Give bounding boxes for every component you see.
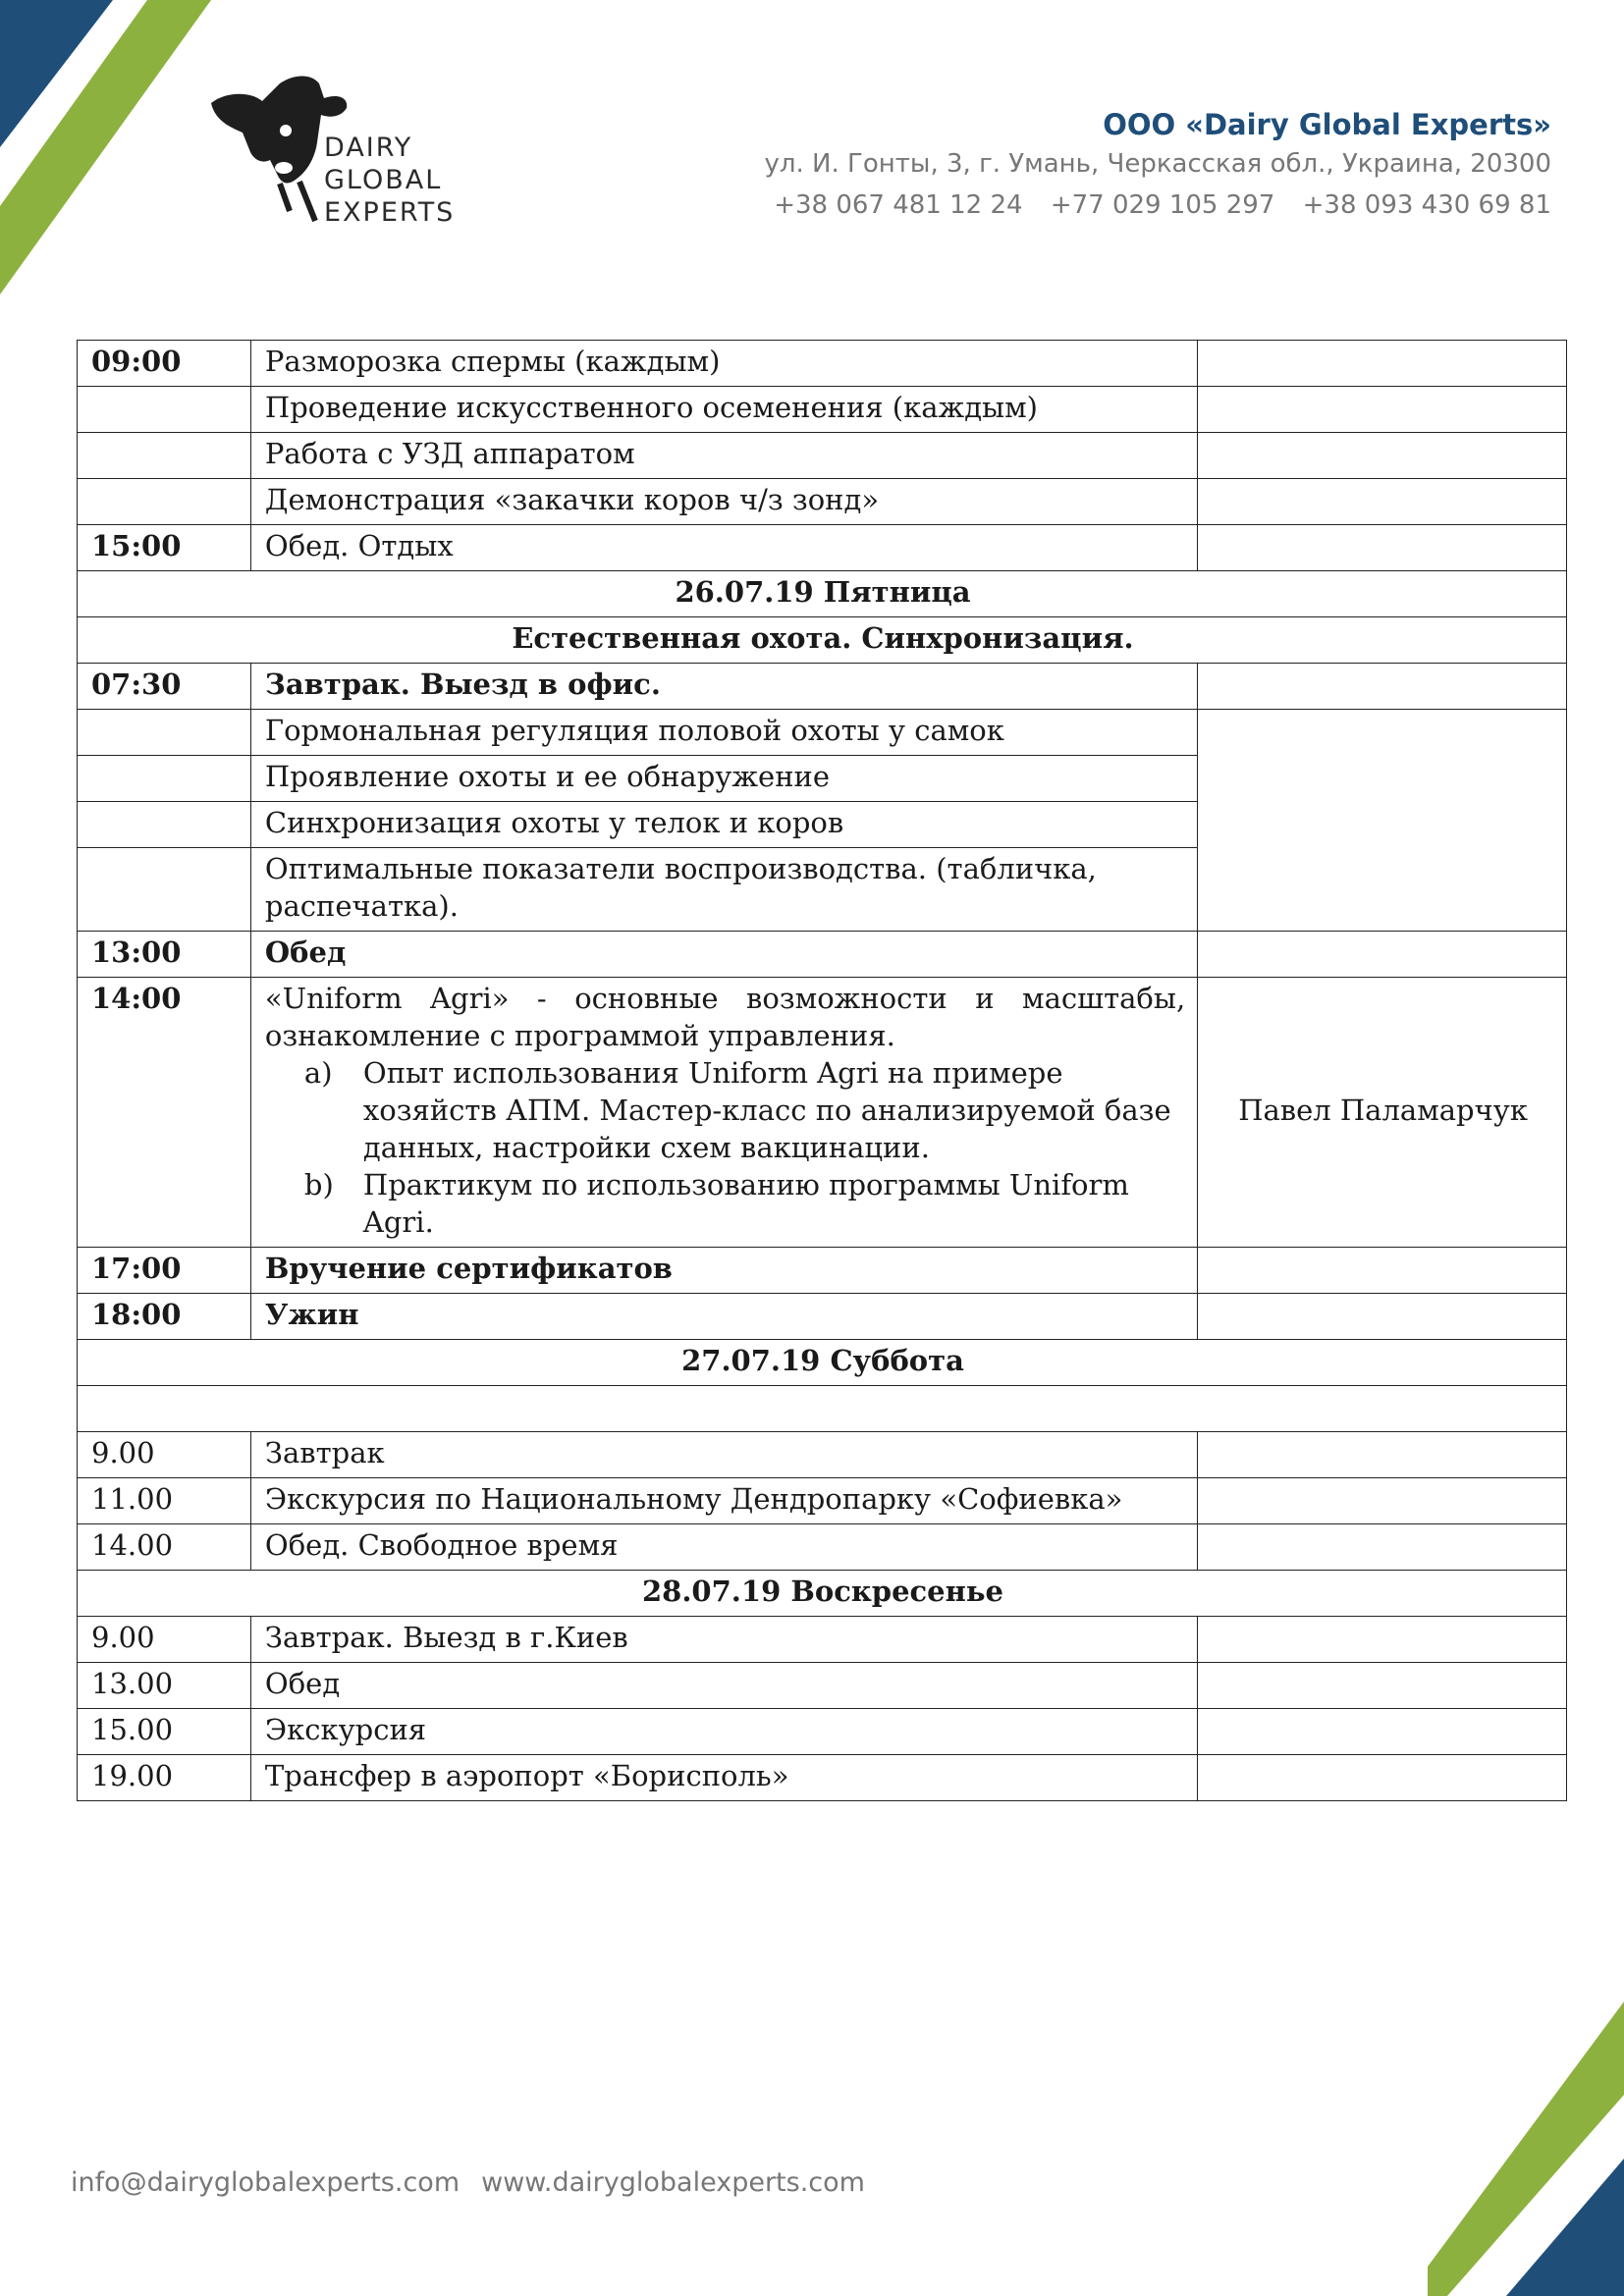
speaker-cell [1198, 932, 1567, 978]
activity-cell: Обед. Свободное время [250, 1524, 1197, 1571]
list-item: b) Практикум по использованию программы Uniform Agri. [303, 1168, 1129, 1239]
speaker-cell [1198, 710, 1567, 932]
footer-email[interactable]: info@dairyglobalexperts.com [71, 2167, 460, 2198]
empty-row [78, 1386, 1567, 1432]
phone-2: +77 029 105 297 [1050, 190, 1275, 220]
time-cell [78, 802, 251, 848]
table-row [78, 1248, 1567, 1294]
activity-cell: Ужин [250, 1294, 1197, 1340]
day-header: 26.07.19 Пятница [78, 571, 1567, 617]
speaker-cell [1198, 1663, 1567, 1709]
company-name: ООО «Dairy Global Experts» [1103, 108, 1551, 141]
corner-stripes-bottom [1428, 2002, 1624, 2296]
day-topic: Естественная охота. Синхронизация. [78, 617, 1567, 664]
day-header: 27.07.19 Суббота [78, 1340, 1567, 1386]
day-header-row [78, 1340, 1567, 1386]
list-item: a) Опыт использования Uniform Agri на примере хозяйств АПМ. Мастер-класс по анализируемой базе данных, настройки схем вакцинации. [303, 1056, 1171, 1164]
day-header-row [78, 1571, 1567, 1617]
speaker-cell [1198, 1432, 1567, 1478]
speaker-cell [1198, 664, 1567, 710]
time-cell [78, 387, 251, 433]
time-cell: 13.00 [78, 1663, 251, 1709]
time-cell: 07:30 [78, 664, 251, 710]
time-cell: 15:00 [78, 525, 251, 571]
phone-3: +38 093 430 69 81 [1302, 190, 1551, 220]
time-cell [78, 479, 251, 525]
speaker-cell [1198, 525, 1567, 571]
activity-cell: Обед [250, 1663, 1197, 1709]
time-cell: 14.00 [78, 1524, 251, 1571]
activity-cell: Демонстрация «закачки коров ч/з зонд» [250, 479, 1197, 525]
speaker-cell [1198, 479, 1567, 525]
activity-cell: Обед. Отдых [250, 525, 1197, 571]
time-cell [78, 433, 251, 479]
table-row [78, 978, 1567, 1248]
speaker-cell [1198, 1617, 1567, 1663]
speaker-cell [1198, 1294, 1567, 1340]
table-row [78, 1478, 1567, 1524]
time-cell: 17:00 [78, 1248, 251, 1294]
speaker-cell: Павел Паламарчук [1198, 978, 1567, 1248]
activity-cell: Синхронизация охоты у телок и коров [250, 802, 1197, 848]
activity-cell: Проявление охоты и ее обнаружение [250, 756, 1197, 802]
time-cell [78, 710, 251, 756]
time-cell [78, 848, 251, 932]
time-cell: 9.00 [78, 1432, 251, 1478]
activity-cell: Завтрак. Выезд в офис. [250, 664, 1197, 710]
speaker-cell [1198, 341, 1567, 387]
company-header [754, 106, 1551, 226]
activity-cell: Проведение искусственного осеменения (каждым) [250, 387, 1197, 433]
speaker-cell [1198, 387, 1567, 433]
day-header-row [78, 571, 1567, 617]
table-row [78, 1755, 1567, 1801]
activity-cell: Обед [250, 932, 1197, 978]
table-row [78, 664, 1567, 710]
time-cell: 13:00 [78, 932, 251, 978]
table-row [78, 387, 1567, 433]
activity-cell: Трансфер в аэропорт «Борисполь» [250, 1755, 1197, 1801]
table-row [78, 525, 1567, 571]
time-cell: 19.00 [78, 1755, 251, 1801]
activity-cell: Экскурсия по Национальному Дендропарку «Софиевка» [250, 1478, 1197, 1524]
company-address: ул. И. Гонты, 3, г. Умань, Черкасская обл., Украина, 20300 [764, 149, 1551, 179]
time-cell: 09:00 [78, 341, 251, 387]
activity-cell: Работа с УЗД аппаратом [250, 433, 1197, 479]
time-cell: 11.00 [78, 1478, 251, 1524]
corner-stripes-top [0, 0, 226, 304]
speaker-cell [1198, 1755, 1567, 1801]
activity-cell: Завтрак. Выезд в г.Киев [250, 1617, 1197, 1663]
speaker-cell [1198, 433, 1567, 479]
company-phones [754, 185, 1551, 226]
topic-row [78, 617, 1567, 664]
time-cell: 14:00 [78, 978, 251, 1248]
activity-cell: Экскурсия [250, 1709, 1197, 1755]
uniform-sublist [265, 1054, 1185, 1241]
speaker-cell [1198, 1248, 1567, 1294]
table-row [78, 1524, 1567, 1571]
phone-1: +38 067 481 12 24 [774, 190, 1023, 220]
table-row [78, 1432, 1567, 1478]
table-row [78, 1663, 1567, 1709]
table-row [78, 341, 1567, 387]
activity-cell: Вручение сертификатов [250, 1248, 1197, 1294]
activity-cell: Оптимальные показатели воспроизводства. (табличка, распечатка). [250, 848, 1197, 932]
table-row [78, 932, 1567, 978]
empty-cell [78, 1386, 1567, 1432]
uniform-intro: «Uniform Agri» - основные возможности и масштабы, ознакомление с программой управления. [264, 982, 1186, 1052]
activity-cell: Гормональная регуляция половой охоты у самок [250, 710, 1197, 756]
speaker-cell [1198, 1478, 1567, 1524]
logo-wordmark: DAIRY GLOBAL EXPERTS [324, 133, 456, 228]
table-row [78, 710, 1567, 756]
speaker-cell [1198, 1709, 1567, 1755]
time-cell [78, 756, 251, 802]
activity-cell [250, 978, 1197, 1248]
activity-cell: Завтрак [250, 1432, 1197, 1478]
speaker-cell [1198, 1524, 1567, 1571]
time-cell: 15.00 [78, 1709, 251, 1755]
table-row [78, 1709, 1567, 1755]
activity-cell: Разморозка спермы (каждым) [250, 341, 1197, 387]
footer-contacts [71, 2167, 865, 2198]
table-row [78, 479, 1567, 525]
table-row [78, 433, 1567, 479]
table-row [78, 1617, 1567, 1663]
day-header: 28.07.19 Воскресенье [78, 1571, 1567, 1617]
time-cell: 9.00 [78, 1617, 251, 1663]
schedule-table [77, 340, 1567, 1801]
table-row [78, 1294, 1567, 1340]
footer-website[interactable]: www.dairyglobalexperts.com [481, 2167, 865, 2198]
time-cell: 18:00 [78, 1294, 251, 1340]
